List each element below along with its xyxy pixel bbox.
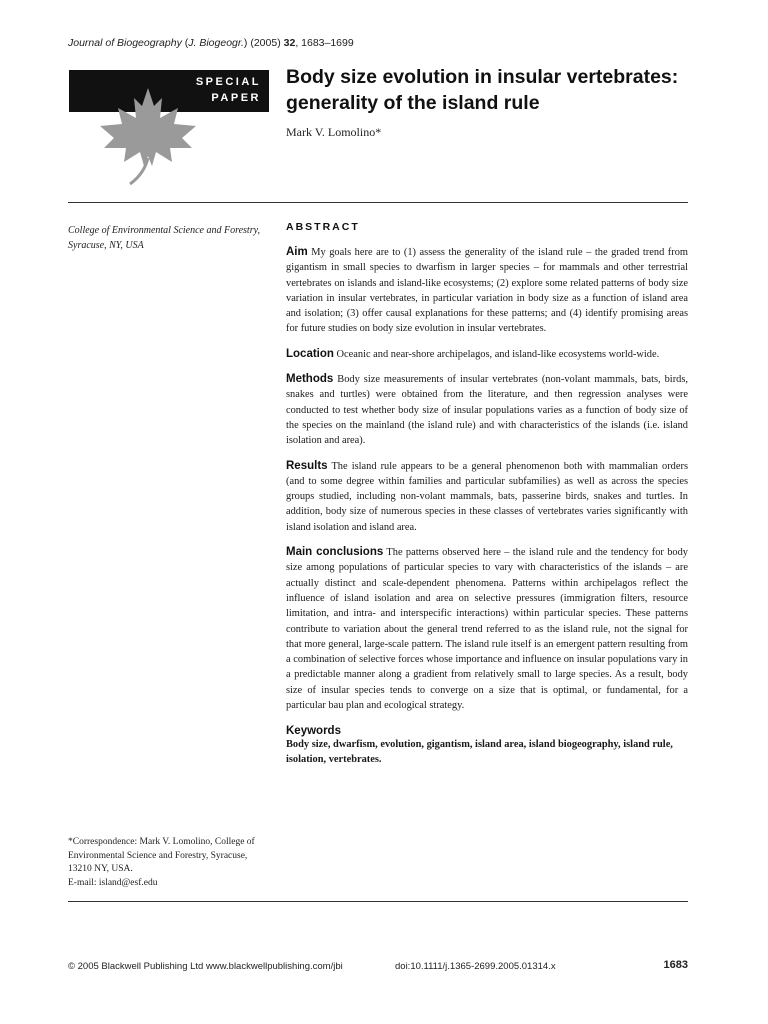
keywords-list: Body size, dwarfism, evolution, gigantism, island area, island biogeography, island rule, isolation, vertebrates.: [286, 739, 673, 766]
badge-line-paper: PAPER: [211, 92, 261, 104]
abstract-section-location: [286, 347, 688, 362]
journal-volume: 32: [283, 37, 296, 49]
correspondence-text: *Correspondence: Mark V. Lomolino, College of Environmental Science and Forestry, Syracuse, 13210 NY, USA.: [68, 837, 255, 874]
abstract: [286, 221, 688, 767]
section-label: Aim: [286, 246, 308, 258]
abstract-heading: ABSTRACT: [286, 221, 360, 233]
affiliation: College of Environmental Science and Forestry, Syracuse, NY, USA: [68, 225, 260, 251]
section-label: Location: [286, 347, 334, 360]
abstract-section-aim: [286, 245, 688, 337]
section-text: My goals here are to (1) assess the generality of the island rule – the graded trend from gigantism in small species to dwarfism in larger species – for mammals and other terrestrial vertebrates on islands and island-like ecosystems; (2) explore some related patterns of body size variation in insular vertebrates, in particular variation in body size as a function of island area and isolation; (3) offer causal explanations for these patterns; and (4) identify promising areas for future studies on body size evolution in insular vertebrates.: [286, 247, 688, 335]
bottom-divider: [68, 901, 688, 902]
section-text: Body size measurements of insular vertebrates (non-volant mammals, bats, birds, snakes and turtles) were obtained from the literature, and then regression analyses were conducted to test whether body size of insular populations varies as a function of body size of the species on the mainland (the island rule) and with characteristics of the islands (i.e. island isolation and area).: [286, 374, 688, 447]
section-label: Main conclusions: [286, 546, 384, 559]
keywords-heading: Keywords: [286, 725, 341, 738]
article-title: Body size evolution in insular vertebrates: generality of the island rule: [286, 66, 679, 114]
journal-name: Journal of Biogeography: [68, 37, 182, 49]
author-name: Mark V. Lomolino*: [286, 125, 382, 139]
top-divider: [68, 202, 688, 203]
journal-pages: , 1683–1699: [295, 37, 354, 49]
abstract-section-main-conclusions: [286, 545, 688, 713]
journal-year: (2005): [250, 37, 281, 49]
journal-citation: Journal of Biogeography (J. Biogeogr.) (2005) 32, 1683–1699: [68, 37, 354, 49]
section-label: Results: [286, 459, 328, 472]
journal-abbrev: J. Biogeogr.: [188, 37, 244, 49]
section-text: The patterns observed here – the island rule and the tendency for body size among populations of particular species to vary with characteristics of the islands – are actually distinct and scale-dependent phenomena. Patterns within archipelagos reflect the influence of island isolation and area on selective pressures (immigration filters, resource limitation, and intra- and interspecific interactions) within particular species. These patterns contribute to variation about the general trend referred to as the island rule, not the signal for that more general, large-scale pattern. The island rule itself is an emergent pattern resulting from a combination of selective forces whose importance and influence on insular populations vary in a predictable manner along a gradient from relatively small to large species. As a result, body size of insular species tends to converge on a size that is optimal, or fundamental, for a particular bau plan and ecological strategy.: [286, 547, 688, 712]
correspondence-note: [68, 836, 273, 890]
section-label: Methods: [286, 373, 334, 386]
footer-copyright: © 2005 Blackwell Publishing Ltd www.blackwellpublishing.com/jbi: [68, 961, 343, 972]
maple-leaf-icon: [96, 86, 200, 188]
page-number: 1683: [663, 959, 688, 971]
correspondence-email[interactable]: E-mail: island@esf.edu: [68, 877, 158, 888]
badge-line-special: SPECIAL: [195, 76, 261, 88]
abstract-section-methods: [286, 372, 688, 448]
section-text: The island rule appears to be a general phenomenon both with mammalian orders (and to some degree within families and particular subfamilies) as well as across the species groups studied, including non-volant mammals, bats, passerine birds, snakes and turtles. In addition, body size of numerous species in these classes of vertebrates varies significantly with island isolation and island area.: [286, 460, 688, 533]
abstract-section-results: [286, 459, 688, 535]
section-text: Oceanic and near-shore archipelagos, and island-like ecosystems world-wide.: [336, 348, 660, 360]
footer-doi: doi:10.1111/j.1365-2699.2005.01314.x: [395, 961, 556, 972]
